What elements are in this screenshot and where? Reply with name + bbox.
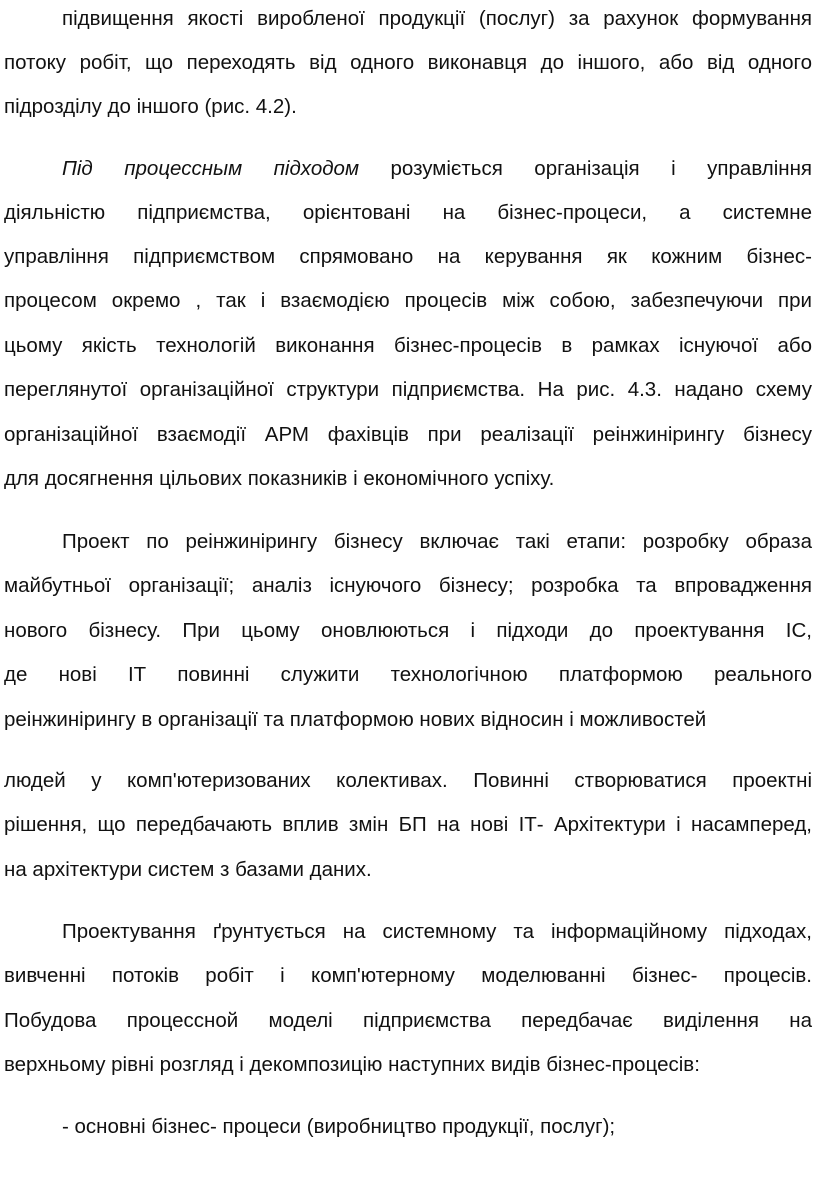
paragraph-4-line-3: на архітектури систем з базами даних. bbox=[4, 858, 372, 881]
paragraph-2-line-4: процесом окремо , так і взаємодією процесів між собою, забезпечуючи при bbox=[4, 289, 812, 312]
paragraph-2-line-6: переглянутої організаційної структури підприємства. На рис. 4.3. надано схему bbox=[4, 378, 812, 401]
paragraph-2-line-7: організаційної взаємодії АРМ фахівців при реалізації реінжинірингу бізнесу bbox=[4, 423, 812, 446]
paragraph-5-line-4: верхньому рівні розгляд і декомпозицію наступних видів бізнес-процесів: bbox=[4, 1053, 700, 1076]
paragraph-3-line-4: де нові ІТ повинні служити технологічною платформою реального bbox=[4, 663, 812, 686]
paragraph-5-line-2: вивченні потоків робіт і комп'ютерному моделюванні бізнес- процесів. bbox=[4, 964, 812, 987]
paragraph-2-line-3: управління підприємством спрямовано на керування як кожним бізнес- bbox=[4, 245, 812, 268]
paragraph-3-line-1: Проект по реінжинірингу бізнесу включає такі етапи: розробку образа bbox=[62, 530, 812, 553]
paragraph-1-line-3: підрозділу до іншого (рис. 4.2). bbox=[4, 95, 297, 118]
paragraph-2-line-2: діяльністю підприємства, орієнтовані на бізнес-процеси, а системне bbox=[4, 201, 812, 224]
paragraph-2-line-8: для досягнення цільових показників і економічного успіху. bbox=[4, 467, 555, 490]
paragraph-2-line-1 bbox=[62, 154, 812, 184]
paragraph-5-line-1: Проектування ґрунтується на системному та інформаційному підходах, bbox=[62, 920, 812, 943]
paragraph-5-line-3: Побудова процессной моделі підприємства передбачає виділення на bbox=[4, 1009, 812, 1032]
process-approach-term: Під процессным підходом bbox=[62, 157, 360, 180]
paragraph-3-line-5: реінжинірингу в організації та платформою нових відносин і можливостей bbox=[4, 708, 707, 731]
paragraph-4-line-2: рішення, що передбачають вплив змін БП на нові ІТ- Архітектури і насамперед, bbox=[4, 813, 812, 836]
paragraph-3-line-2: майбутньої організації; аналіз існуючого бізнесу; розробка та впровадження bbox=[4, 574, 812, 597]
paragraph-2-line-1-rest: розуміється організація і управління bbox=[359, 157, 812, 180]
paragraph-3-line-3: нового бізнесу. При цьому оновлюються і підходи до проектування ІС, bbox=[4, 619, 812, 642]
paragraph-2-line-5: цьому якість технологій виконання бізнес-процесів в рамках існуючої або bbox=[4, 334, 812, 357]
list-item: - основні бізнес- процеси (виробництво продукції, послуг); bbox=[62, 1115, 616, 1138]
paragraph-4-line-1: людей у комп'ютеризованих колективах. Повинні створюватися проектні bbox=[4, 769, 812, 792]
paragraph-1-line-1: підвищення якості виробленої продукції (послуг) за рахунок формування bbox=[62, 7, 812, 30]
paragraph-1-line-2: потоку робіт, що переходять від одного виконавця до іншого, або від одного bbox=[4, 51, 812, 74]
